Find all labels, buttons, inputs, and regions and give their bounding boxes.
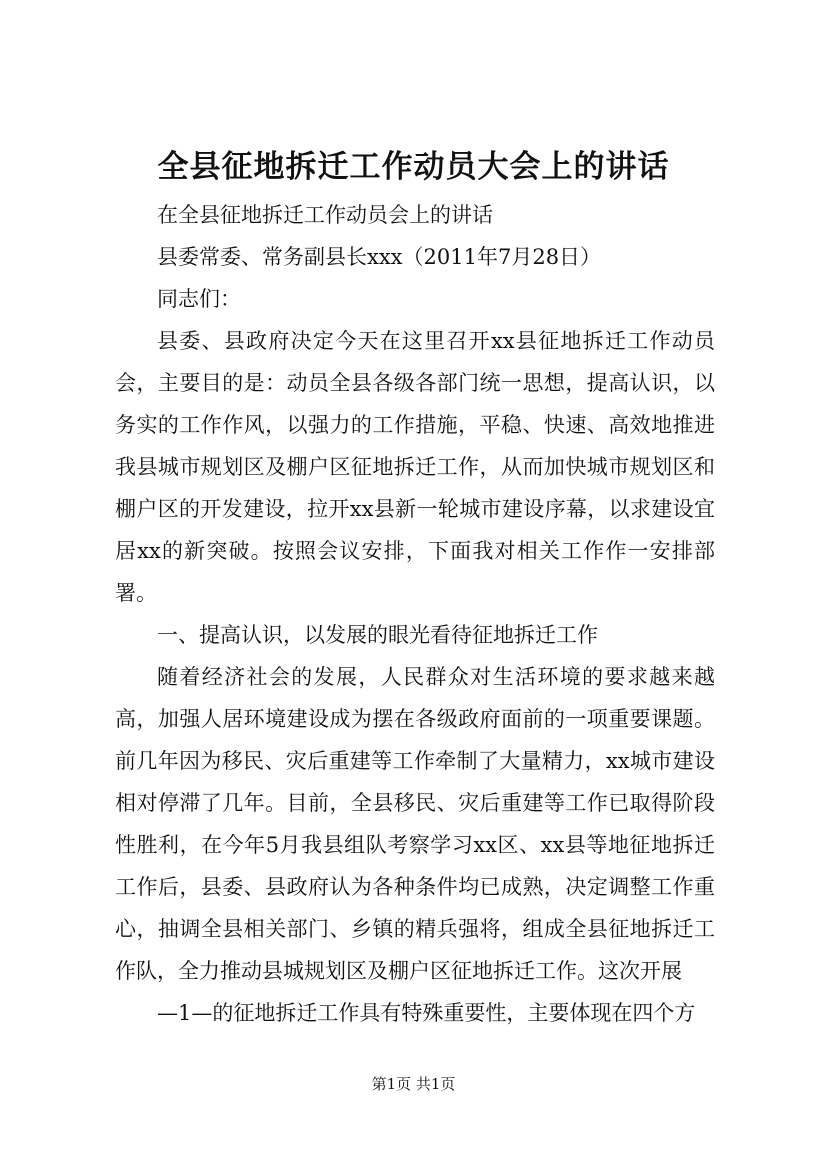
paragraph-intro: 县委、县政府决定今天在这里召开xx县征地拆迁工作动员会，主要目的是：动员全县各级各部门统一思想，提高认识，以务实的工作作风，以强力的工作措施，平稳、快速、高效地推进我县城市规划区及棚户区征地拆迁工作，从而加快城市规划区和棚户区的开发建设，拉开xx县新一轮城市建设序幕，以求建设宜居xx的新突破。按照会议安排，下面我对相关工作作一安排部署。 xyxy=(115,329,715,605)
speaker-line: 县委常委、常务副县长xxx（2011年7月28日） xyxy=(157,245,602,269)
paragraph-background: 随着经济社会的发展，人民群众对生活环境的要求越来越高，加强人居环境建设成为摆在各级政府面前的一项重要课题。前几年因为移民、灾后重建等工作牵制了大量精力，xx城市建设相对停滞了几年。目前，全县移民、灾后重建等工作已取得阶段性胜利，在今年5月我县组队考察学习xx区、xx县等地征地拆迁工作后，县委、县政府认为各种条件均已成熟，决定调整工作重心，抽调全县相关部门、乡镇的精兵强将，组成全县征地拆迁工作队，全力推动县城规划区及棚户区征地拆迁工作。这次开展 xyxy=(115,665,715,983)
page-footer: 第1页 共1页 xyxy=(371,1075,456,1093)
section-heading-1: 一、提高认识，以发展的眼光看待征地拆迁工作 xyxy=(157,623,598,647)
document-title: 全县征地拆迁工作动员大会上的讲话 xyxy=(157,149,670,185)
salutation: 同志们： xyxy=(157,287,241,311)
document-body xyxy=(115,194,715,1034)
speech-subtitle: 在全县征地拆迁工作动员会上的讲话 xyxy=(157,203,493,227)
paragraph-continued: —1—的征地拆迁工作具有特殊重要性，主要体现在四个方 xyxy=(157,1001,696,1025)
